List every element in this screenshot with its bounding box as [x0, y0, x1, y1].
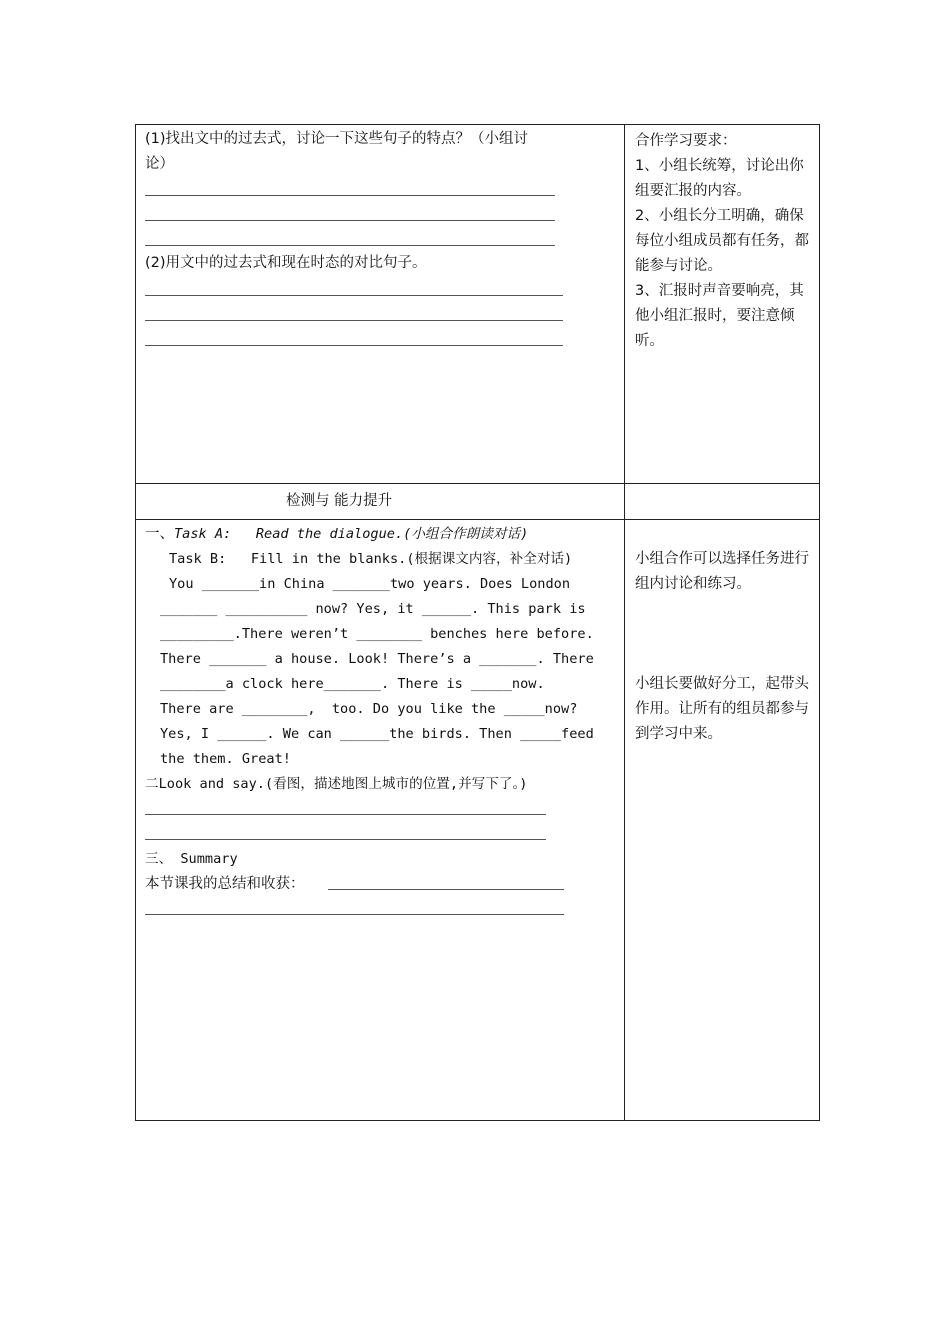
- task-a-prefix: 一、: [145, 526, 174, 542]
- empty-cell: [625, 484, 820, 520]
- requirement-item-3: 3、汇报时声音要响亮，其他小组汇报时，要注意倾听。: [635, 283, 804, 349]
- group-notes-cell: [625, 520, 820, 1121]
- blank-line: ________a clock here_______. There is _____now.: [160, 676, 545, 692]
- blank-line: _______ __________ now? Yes, it ______. This park is: [160, 601, 586, 617]
- section-title: 检测与 能力提升: [286, 493, 393, 509]
- summary-prompt: 本节课我的总结和收获：: [145, 876, 305, 892]
- question-1-line-2: 论）: [145, 156, 174, 172]
- question-1-line-1: (1)找出文中的过去式，讨论一下这些句子的特点？（小组讨: [145, 131, 529, 147]
- look-and-say: 二Look and say.(看图，描述地图上城市的位置,并写下了。): [145, 776, 528, 792]
- answer-line: [145, 320, 563, 321]
- group-note-1-text: 小组合作可以选择任务进行组内讨论和练习。: [635, 551, 809, 592]
- blank-line: There are ________, too. Do you like the _____now?: [160, 701, 578, 717]
- answer-line: [145, 220, 555, 221]
- discussion-cell: [136, 125, 625, 484]
- task-a: [145, 522, 528, 547]
- group-note-2-text: 小组长要做好分工，起带头作用。让所有的组员都参与到学习中来。: [635, 676, 809, 742]
- summary-heading: 三、 Summary: [145, 851, 238, 867]
- blank-line: the them. Great!: [160, 751, 291, 767]
- worksheet-table: [135, 124, 820, 1121]
- requirement-item-2: 2、小组长分工明确，确保每位小组成员都有任务，都能参与讨论。: [635, 208, 809, 274]
- group-note-1: [635, 547, 813, 597]
- blank-line: There _______ a house. Look! There’s a _______. There: [160, 651, 594, 667]
- blank-line: _________.There weren’t ________ benches here before.: [160, 626, 594, 642]
- exercise-cell: [136, 520, 625, 1121]
- section-title-cell: [136, 484, 625, 520]
- blank-line: Yes, I ______. We can ______the birds. Then _____feed: [160, 726, 594, 742]
- task-a-text: Task A: Read the dialogue.(小组合作朗读对话): [174, 526, 529, 542]
- answer-line: [328, 889, 564, 890]
- question-2: (2)用文中的过去式和现在时态的对比句子。: [145, 255, 427, 271]
- answer-line: [145, 345, 563, 346]
- answer-line: [145, 814, 546, 815]
- requirement-item-1: 1、小组长统筹，讨论出你组要汇报的内容。: [635, 158, 804, 199]
- group-note-2: [635, 672, 813, 747]
- requirements-title: 合作学习要求：: [635, 133, 737, 149]
- task-b: Task B: Fill in the blanks.(根据课文内容，补全对话): [169, 551, 573, 567]
- answer-line: [145, 295, 563, 296]
- answer-line: [145, 914, 564, 915]
- blank-line: You _______in China _______two years. Does London: [169, 576, 571, 592]
- answer-line: [145, 839, 546, 840]
- cooperative-requirements-cell: [625, 125, 820, 484]
- answer-line: [145, 245, 555, 246]
- answer-line: [145, 195, 555, 196]
